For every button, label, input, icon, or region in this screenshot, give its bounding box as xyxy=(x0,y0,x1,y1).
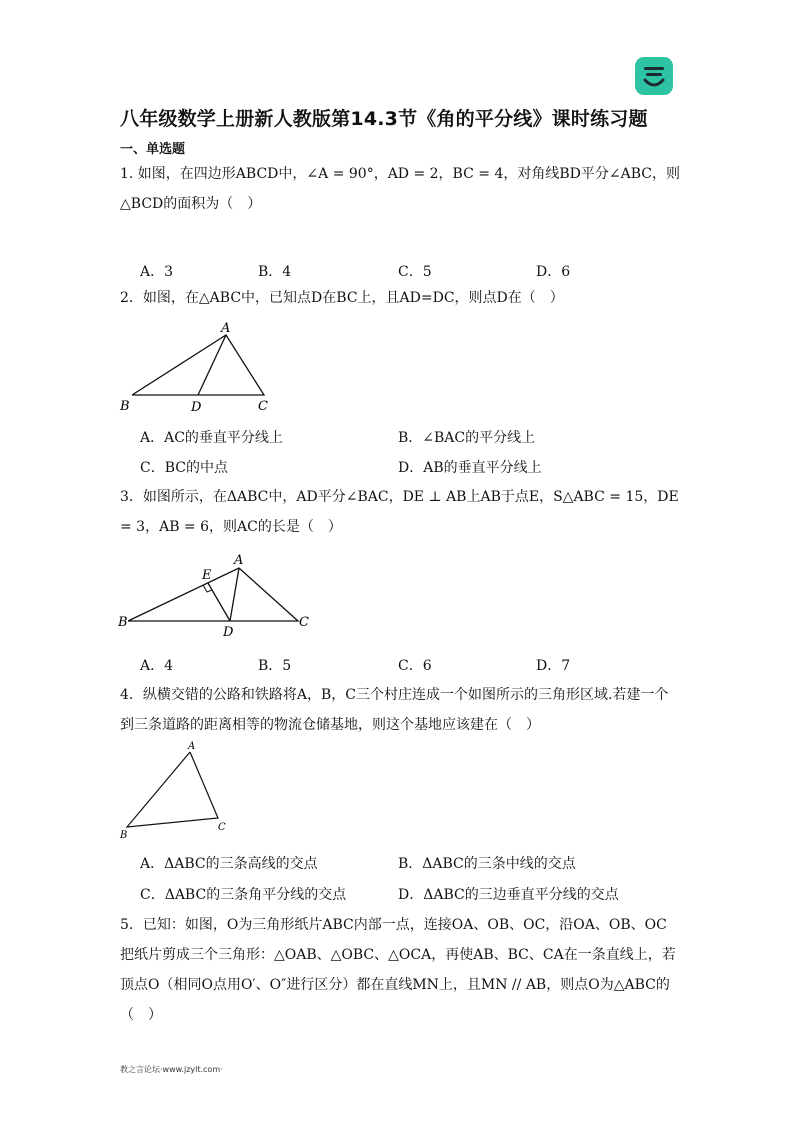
question-4-stem: 4．纵横交错的公路和铁路将A，B，C三个村庄连成一个如图所示的三角形区域.若建一个到三条道路的距离相等的物流仓储基地，则这个基地应该建在（ ） xyxy=(120,687,669,733)
q2-option-d[interactable]: D．AB的垂直平分线上 xyxy=(398,460,542,476)
q3-triangle-abc xyxy=(128,568,298,621)
q2-label-a: A xyxy=(221,321,231,336)
menu-lines-icon xyxy=(635,57,673,95)
q4-option-d[interactable]: D．ΔABC的三边垂直平分线的交点 xyxy=(398,887,619,903)
question-1-stem: 1. 如图，在四边形ABCD中，∠A = 90°，AD = 2，BC = 4，对角线BD平分∠ABC，则△BCD的面积为（ ） xyxy=(120,166,680,212)
site-logo xyxy=(635,57,673,95)
q1-option-d[interactable]: D．6 xyxy=(536,264,571,280)
q4-label-b: B xyxy=(120,830,128,841)
q2-triangle-figure xyxy=(118,320,278,415)
q2-label-c: C xyxy=(258,399,268,414)
q3-segment-ad xyxy=(230,568,239,621)
q3-label-e: E xyxy=(202,568,212,583)
q2-label-d: D xyxy=(191,400,202,415)
q2-triangle-abc xyxy=(132,335,264,395)
q1-option-c[interactable]: C．5 xyxy=(398,264,432,280)
q4-option-c[interactable]: C．ΔABC的三条角平分线的交点 xyxy=(140,887,347,903)
q3-label-b: B xyxy=(118,615,128,630)
q3-label-d: D xyxy=(223,625,234,640)
q2-option-c[interactable]: C．BC的中点 xyxy=(140,460,228,476)
q3-option-d[interactable]: D．7 xyxy=(536,658,571,674)
q4-option-b[interactable]: B．ΔABC的三条中线的交点 xyxy=(398,856,576,872)
question-2-stem: 2．如图，在△ABC中，已知点D在BC上，且AD=DC，则点D在（ ） xyxy=(120,290,564,306)
q3-label-c: C xyxy=(299,615,309,630)
q4-label-c: C xyxy=(218,822,226,833)
q4-triangle-abc xyxy=(127,752,218,827)
q3-option-c[interactable]: C．6 xyxy=(398,658,432,674)
question-5-stem: 5．已知：如图，O为三角形纸片ABC内部一点，连接OA、OB、OC，沿OA、OB、OC把纸片剪成三个三角形：△OAB、△OBC、△OCA，再使AB、BC、CA在一条直线上，若顶点O（相同O点用O′、O″进行区分）都在直线MN上，且MN // AB，则点O为△ABC的（ ） xyxy=(120,917,676,1023)
q3-triangle-figure xyxy=(118,550,318,642)
q2-label-b: B xyxy=(120,399,130,414)
question-3-stem: 3．如图所示，在ΔABC中，AD平分∠BAC，DE ⊥ AB上AB于点E，S△ABC = 15，DE = 3，AB = 6，则AC的长是（ ） xyxy=(120,489,679,535)
q4-label-a: A xyxy=(188,741,196,752)
q3-option-a[interactable]: A．4 xyxy=(140,658,174,674)
page-title: 八年级数学上册新人教版第14.3节《角的平分线》课时练习题 xyxy=(120,108,648,130)
q3-segment-de xyxy=(208,583,230,621)
section-heading: 一、单选题 xyxy=(120,142,186,157)
q4-option-a[interactable]: A．ΔABC的三条高线的交点 xyxy=(140,856,318,872)
q1-option-b[interactable]: B．4 xyxy=(258,264,292,280)
q2-option-b[interactable]: B．∠BAC的平分线上 xyxy=(398,430,536,446)
q3-option-b[interactable]: B．5 xyxy=(258,658,292,674)
q2-option-a[interactable]: A．AC的垂直平分线上 xyxy=(140,430,283,446)
q3-label-a: A xyxy=(234,553,244,568)
page-footer: 教之言论坛·www.jzylt.com· xyxy=(120,1065,223,1074)
q1-option-a[interactable]: A．3 xyxy=(140,264,174,280)
q4-triangle-figure xyxy=(118,738,238,842)
